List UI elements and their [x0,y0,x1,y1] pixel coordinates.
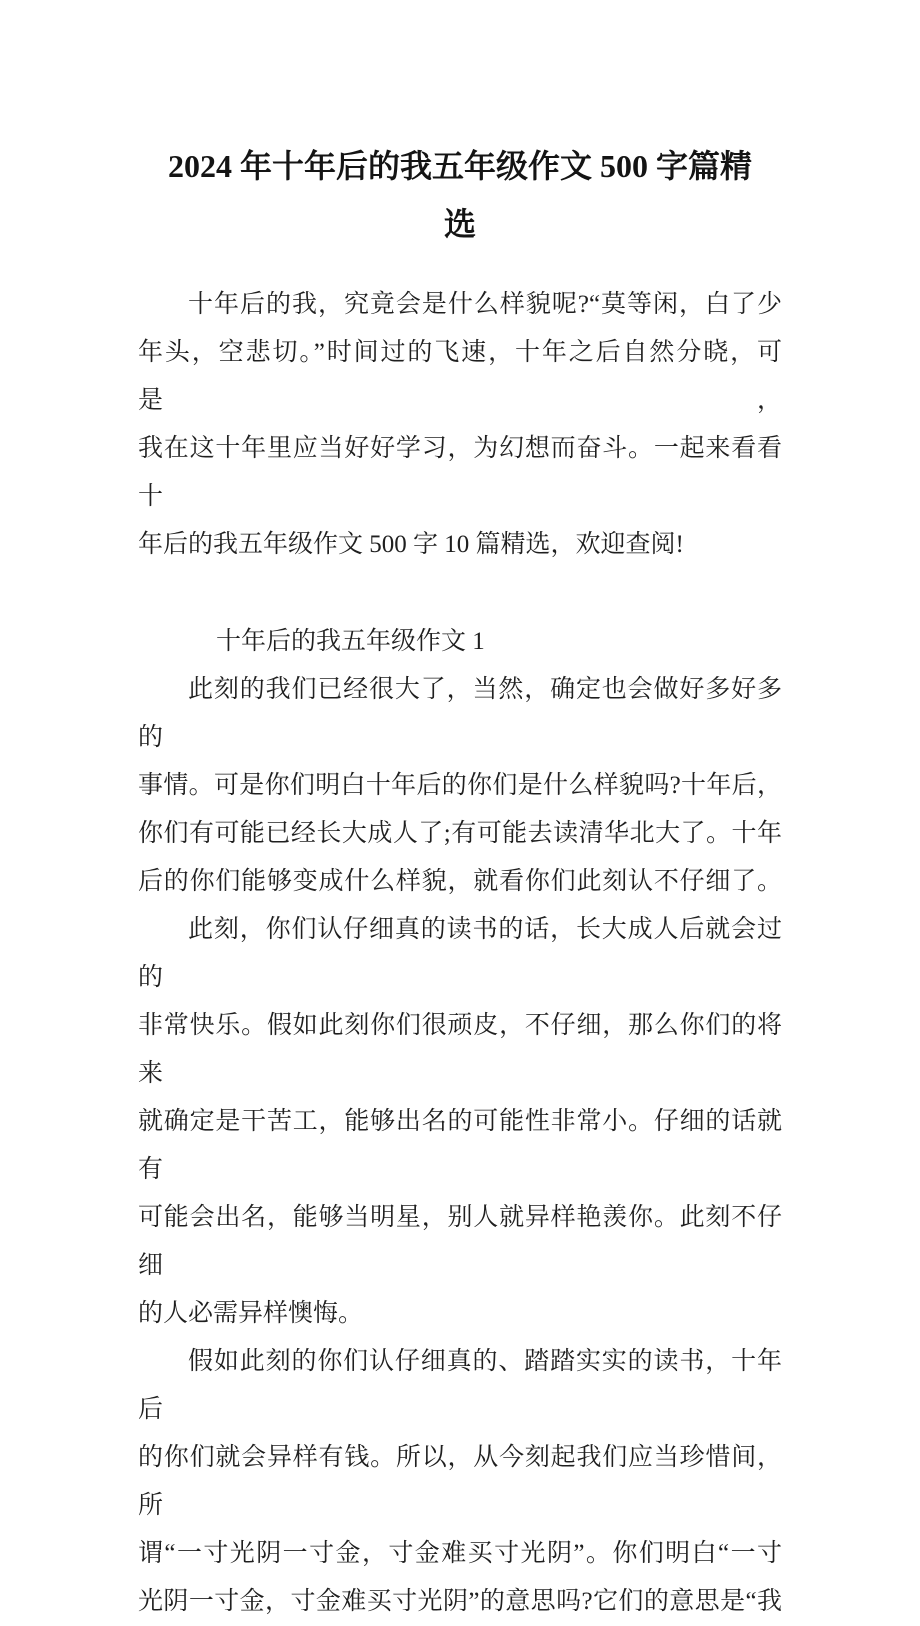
text-line: 你们有可能已经长大成人了;有可能去读清华北大了。十年 [138,820,782,847]
text-line: 的你们就会异样有钱。所以，从今刻起我们应当珍惜间，所 [138,1444,782,1519]
text-line: 就确定是干苦工，能够出名的可能性非常小。仔细的话就有 [138,1108,782,1183]
text-line: 可能会出名，能够当明星，别人就异样艳羡你。此刻不仔细 [138,1204,782,1279]
text-line: 年后的我五年级作文 500 字 10 篇精选，欢迎查阅! [138,531,684,558]
title-line: 选 [443,206,476,242]
body-paragraph [138,906,782,1338]
text-line: 此刻的我们已经很大了，当然，确定也会做好多好多的 [138,676,782,751]
text-line: 后的你们能够变成什么样貌，就看你们此刻认不仔细了。 [138,868,782,895]
text-line: 假如此刻的你们认仔细真的、踏踏实实的读书，十年后 [138,1348,782,1423]
body-paragraph [138,666,782,906]
title-line: 2024 年十年后的我五年级作文 500 字篇精 [167,148,752,184]
text-line: 事情。可是你们明白十年后的你们是什么样貌吗?十年后， [138,772,782,799]
text-line: 光阴一寸金，寸金难买寸光阴”的意思吗?它们的意思是“我 [138,1588,782,1615]
text-line: 此刻，你们认仔细真的读书的话，长大成人后就会过的 [138,916,782,991]
text-line: 的人必需异样懊悔。 [138,1300,364,1327]
section-heading: 十年后的我五年级作文 1 [216,628,485,655]
text-line: 年头，空悲切。”时间过的飞速，十年之后自然分晓，可是， [138,339,782,414]
text-line: 非常快乐。假如此刻你们很顽皮，不仔细，那么你们的将来 [138,1012,782,1087]
text-line: 我在这十年里应当好好学习，为幻想而奋斗。一起来看看十 [138,435,782,510]
intro-paragraph [138,281,782,569]
text-line: 十年后的我，究竟会是什么样貌呢?“莫等闲，白了少 [188,291,782,318]
document-title [138,137,782,253]
body-paragraph [138,1338,782,1626]
text-line: 谓“一寸光阴一寸金，寸金难买寸光阴”。你们明白“一寸 [138,1540,782,1567]
